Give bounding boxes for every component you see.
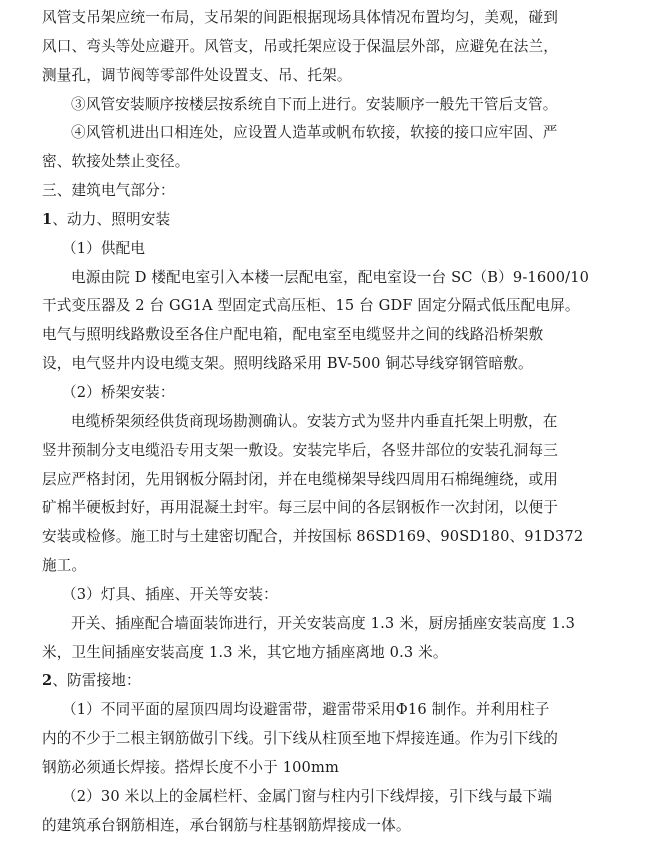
paragraph-line: 干式变压器及 2 台 GG1A 型固定式高压柜、15 台 GDF 固定分隔式低压配电屏。 [42, 297, 580, 315]
item-heading-cable-tray: （2）桥架安装： [62, 383, 175, 401]
paragraph-line: 安装或检修。施工时与土建密切配合，并按国标 86SD169、90SD180、91D372 [42, 528, 584, 546]
list-item-duct-order: ③风管安装顺序按楼层按系统自下而上进行。安装顺序一般先干管后支管。 [71, 95, 558, 113]
subsection-title: 、防雷接地： [52, 672, 141, 690]
subsection-title: 、动力、照明安装 [52, 210, 171, 228]
paragraph-line: 电气与照明线路敷设至各住户配电箱，配电室至电缆竖井之间的线路沿桥架敷 [42, 326, 544, 344]
subsection-heading-lightning [42, 667, 557, 696]
paragraph-line: 竖井预制分支电缆沿专用支架一敷设。安装完毕后，各竖井部位的安装孔洞每三 [42, 441, 559, 459]
paragraph-line: 内的不少于二根主钢筋做引下线。引下线从柱顶至地下焊接连通。作为引下线的 [42, 730, 559, 748]
paragraph-line: 风口、弯头等处应避开。风管支，吊或托架应设于保温层外部，应避免在法兰， [42, 37, 559, 55]
section-number: 1 [42, 210, 53, 228]
paragraph-line: 矿棉半硬板封好，再用混凝土封牢。每三层中间的各层钢板作一次封闭，以便于 [42, 499, 559, 517]
paragraph-line: 风管支吊架应统一布局，支吊架的间距根据现场具体情况布置均匀，美观，碰到 [42, 9, 559, 26]
document-page [42, 4, 590, 840]
item-heading-fixtures: （3）灯具、插座、开关等安装： [62, 585, 278, 603]
item-heading-power-supply: （1）供配电 [62, 239, 146, 257]
paragraph-line: 钢筋必须通长焊接。搭焊长度不小于 100mm [42, 758, 339, 776]
paragraph-line: 电源由院 D 楼配电室引入本楼一层配电室，配电室设一台 SC（B）9-1600/10 [71, 268, 590, 286]
paragraph-line: 米，卫生间插座安装高度 1.3 米，其它地方插座离地 0.3 米。 [42, 643, 448, 661]
paragraph-line: 测量孔，调节阀等零部件处设置支、吊、托架。 [42, 66, 352, 84]
list-item-duct-connection: ④风管机进出口相连处，应设置人造革或帆布软接，软接的接口应牢固、严 [71, 124, 558, 142]
paragraph-line: 密、软接处禁止变径。 [42, 153, 190, 171]
paragraph-line: 电缆桥架须经供货商现场勘测确认。安装方式为竖井内垂直托架上明敷，在 [71, 412, 558, 430]
paragraph-line: （1）不同平面的屋顶四周均设避雷带，避雷带采用Φ16 制作。并利用柱子 [62, 701, 550, 719]
section-number: 2 [42, 672, 53, 690]
paragraph-line: 层应严格封闭，先用钢板分隔封闭，并在电缆梯架导线四周用石棉绳缠绕，或用 [42, 470, 559, 488]
subsection-heading-power-lighting [42, 206, 557, 235]
paragraph-line: 开关、插座配合墙面装饰进行，开关安装高度 1.3 米，厨房插座安装高度 1.3 [71, 614, 575, 632]
paragraph-line: 的建筑承台钢筋相连，承台钢筋与柱基钢筋焊接成一体。 [42, 816, 411, 834]
section-heading-electrical: 三、建筑电气部分： [42, 182, 175, 200]
paragraph-line: （2）30 米以上的金属栏杆、金属门窗与柱内引下线焊接，引下线与最下端 [62, 787, 553, 805]
paragraph-line: 施工。 [42, 557, 87, 575]
paragraph-line: 设，电气竖井内设电缆支架。照明线路采用 BV-500 铜芯导线穿钢管暗敷。 [42, 355, 533, 373]
